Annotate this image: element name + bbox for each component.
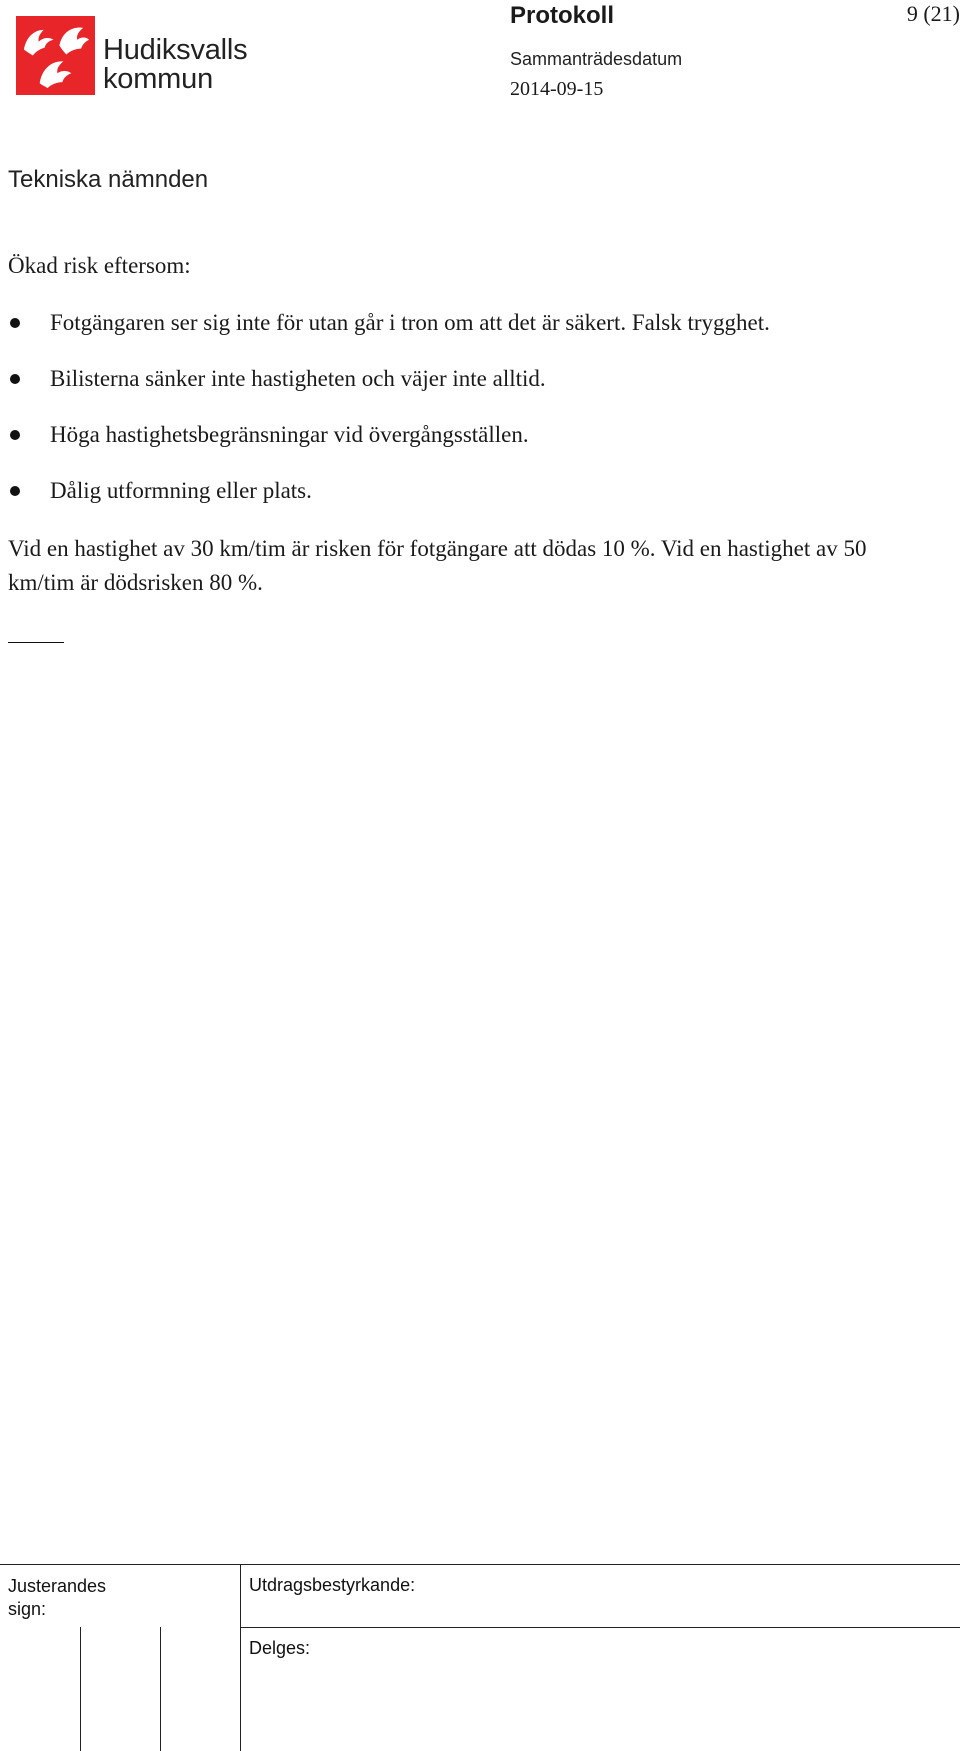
municipality-logo [16, 16, 261, 96]
section-end-rule [8, 642, 64, 643]
list-item [8, 309, 770, 365]
distribution-label: Delges: [249, 1638, 311, 1658]
list-item-text: Fotgängaren ser sig inte för utan går i tron om att det är säkert. Falsk trygghet. [50, 310, 770, 335]
goat-heads-logo-icon [16, 16, 95, 95]
list-item-text: Höga hastighetsbegränsningar vid övergångsställen. [50, 422, 529, 447]
municipality-name-line2: kommun [103, 63, 213, 95]
footer-divider [241, 1627, 960, 1628]
intro-text: Ökad risk eftersom: [8, 253, 191, 278]
signature-footer [0, 1564, 960, 1750]
risk-list [8, 309, 770, 533]
municipality-name-line1: Hudiksvalls [103, 34, 248, 66]
bullet-icon [10, 374, 20, 384]
document-type: Protokoll [510, 2, 615, 29]
bullet-icon [10, 486, 20, 496]
list-item-text: Bilisterna sänker inte hastigheten och väjer inte alltid. [50, 366, 546, 391]
bullet-icon [10, 430, 20, 440]
sign-box-divider [160, 1627, 161, 1751]
bullet-icon [10, 318, 20, 328]
speed-risk-paragraph: Vid en hastighet av 30 km/tim är risken för fotgängare att dödas 10 %. Vid en hastighet av 50 km/tim är dödsrisken 80 %. [8, 536, 867, 595]
sign-box-divider [80, 1627, 81, 1751]
extract-certification-label: Utdragsbestyrkande: [249, 1575, 416, 1595]
list-item [8, 365, 770, 421]
sign-label: Justerandes sign: [8, 1576, 107, 1619]
extract-column [240, 1565, 960, 1751]
municipality-name [103, 36, 247, 94]
page-number: 9 (21) [906, 1, 960, 26]
list-item [8, 421, 770, 477]
committee-name: Tekniska nämnden [8, 166, 209, 193]
list-item [8, 477, 770, 533]
meeting-date: 2014-09-15 [510, 78, 604, 100]
list-item-text: Dålig utformning eller plats. [50, 478, 312, 503]
meeting-date-label: Sammanträdesdatum [510, 49, 683, 69]
